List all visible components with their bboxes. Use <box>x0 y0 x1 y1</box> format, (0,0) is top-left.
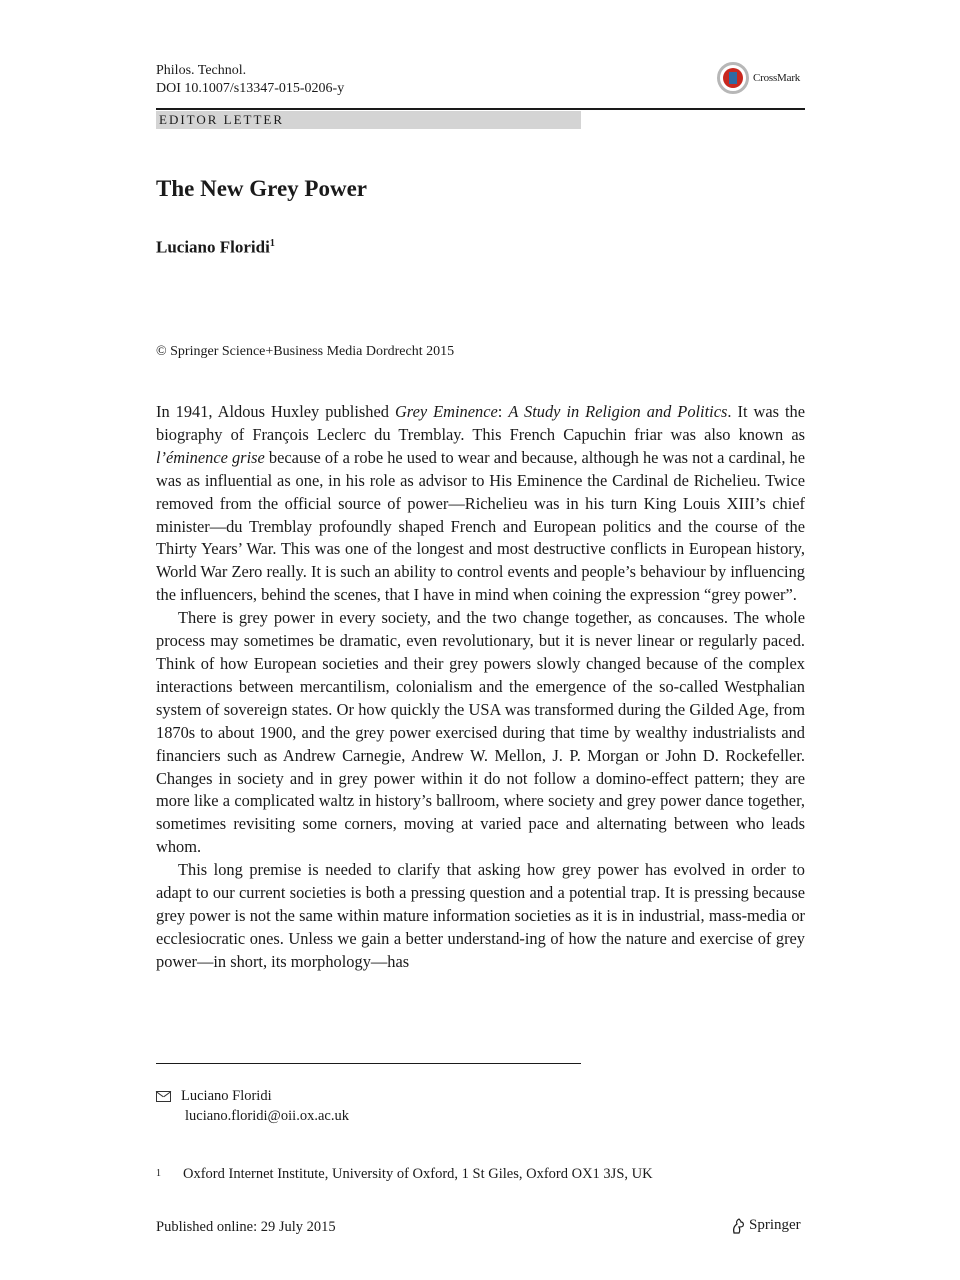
springer-horse-logo-icon <box>731 1218 745 1234</box>
author-affiliation-mark: 1 <box>269 238 275 249</box>
author-name: Luciano Floridi <box>156 237 270 257</box>
book-title: Grey Eminence <box>394 402 498 421</box>
author-line <box>156 233 275 259</box>
affiliation-text: Oxford Internet Institute, University of Oxford, 1 St Giles, Oxford OX1 3JS, UK <box>183 1166 653 1182</box>
book-subtitle: A Study in Religion and Politics <box>508 402 728 421</box>
italic-term: l’éminence grise <box>156 447 265 467</box>
corresponding-author <box>156 1086 349 1126</box>
publisher-logo <box>731 1217 801 1234</box>
header-rule <box>156 108 805 110</box>
contact-email[interactable]: luciano.floridi@oii.ox.ac.uk <box>185 1108 349 1124</box>
footnote-rule <box>156 1063 581 1064</box>
crossmark-badge[interactable] <box>717 61 807 95</box>
crossmark-label: CrossMark <box>753 72 801 84</box>
paragraph-2: There is grey power in every society, and the two change together, as concauses. The whole process may sometimes be dramatic, even revolutionary, but it is never linear or regularly paced. Think of how European societies and their grey powers slowly changed because of the complex interactions between mercantilism, colonialism and the emergence of the so-called Westphalian system of sovereign states. Or how quickly the USA was transformed during the Gilded Age, from 1870s to about 1900, and the grey power exercised during that time by wealthy industrialists and financiers such as Andrew Carnegie, Andrew W. Mellon, J. P. Morgan or John D. Rockefeller. Changes in society and in grey power within it do not follow a domino-effect pattern; they are more like a complicated waltz in history’s ballroom, where society and grey power dance together, sometimes revisiting some corners, moving at varied pace and alternating between who leads whom. <box>156 608 805 857</box>
envelope-icon <box>156 1091 171 1102</box>
contact-name: Luciano Floridi <box>181 1088 272 1104</box>
article-body <box>156 401 805 974</box>
copyright-notice: © Springer Science+Business Media Dordrecht 2015 <box>156 344 455 359</box>
affiliation-mark: 1 <box>156 1168 161 1179</box>
journal-name: Philos. Technol. <box>156 63 247 78</box>
paragraph-3: This long premise is needed to clarify that asking how grey power has evolved in order to adapt to our current societies is both a pressing question and a potential trap. It is pressing because grey power is not the same within mature information societies as it is in industrial, mass-media or ecclesiocratic ones. Unless we gain a better understand-ing of how the nature and exercise of grey power—in short, its morphology—has <box>156 860 805 971</box>
article-title: The New Grey Power <box>156 176 367 201</box>
section-label: EDITOR LETTER <box>156 111 581 129</box>
affiliation-footnote <box>156 1164 653 1184</box>
crossmark-icon <box>717 62 749 94</box>
doi[interactable]: DOI 10.1007/s13347-015-0206-y <box>156 81 345 96</box>
published-date: Published online: 29 July 2015 <box>156 1219 336 1235</box>
paragraph-1: In 1941, Aldous Huxley published Grey Eminence: A Study in Religion and Politics. It was the biography of François Leclerc du Tremblay. This French Capuchin friar was also known as l’éminence grise because of a robe he used to wear and because, although he was not a cardinal, he was as influential as one, in his role as advisor to His Eminence the Cardinal de Richelieu. Twice removed from the official source of power—Richelieu was in his turn King Louis XIII’s chief minister—du Tremblay profoundly shaped French and European politics and the course of the Thirty Years’ War. This was one of the longest and most destructive conflicts in European history, World War Zero really. It is such an ability to control events and people’s behaviour by influencing the influencers, behind the scenes, that I have in mind when coining the expression “grey power”. <box>156 402 806 605</box>
publisher-name: Springer <box>749 1217 801 1233</box>
